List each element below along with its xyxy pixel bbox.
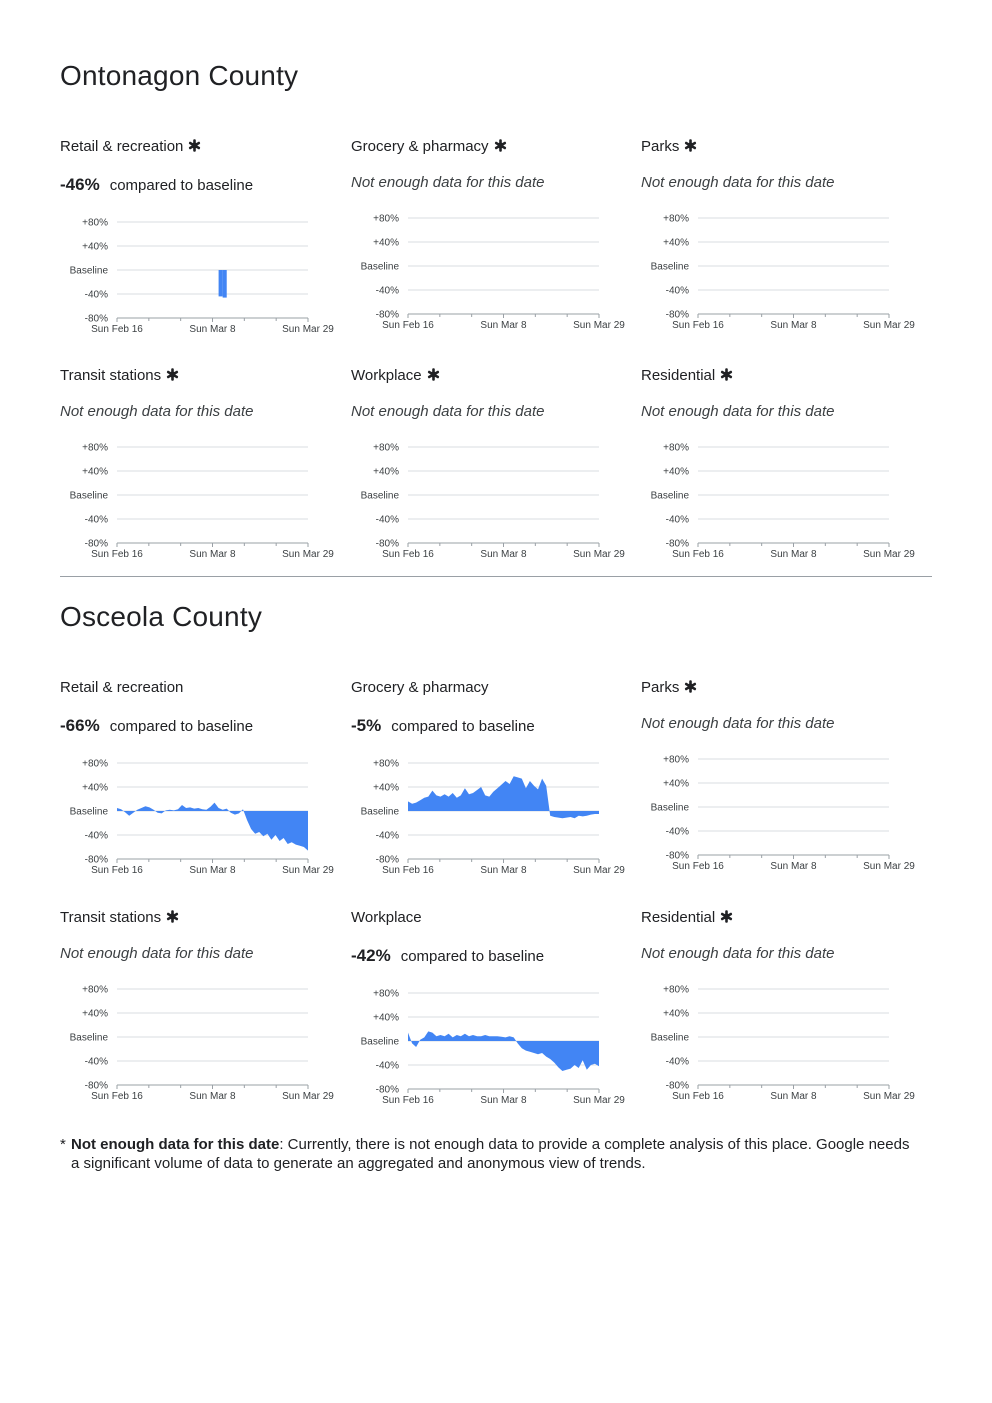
x-tick-label: Sun Mar 29 xyxy=(573,1095,625,1106)
x-tick-label: Sun Mar 8 xyxy=(189,865,236,876)
panel-title xyxy=(351,679,489,697)
x-tick-label: Sun Mar 29 xyxy=(573,865,625,876)
x-tick-label: Sun Mar 8 xyxy=(480,549,527,560)
no-data-message: Not enough data for this date xyxy=(60,403,254,420)
panel-title-text: Grocery & pharmacy xyxy=(351,138,489,155)
footnote-term: Not enough data for this date xyxy=(71,1136,280,1153)
x-tick-label: Sun Mar 8 xyxy=(189,324,236,335)
panel-title-text: Transit stations xyxy=(60,367,162,384)
stat-line xyxy=(60,717,253,736)
y-tick-label: -80% xyxy=(665,1080,689,1092)
y-tick-label: +80% xyxy=(663,213,689,225)
chart xyxy=(641,979,921,1111)
asterisk-icon xyxy=(166,910,179,923)
y-tick-label: -40% xyxy=(375,514,399,526)
no-data-message: Not enough data for this date xyxy=(351,403,545,420)
stat-line xyxy=(351,717,535,736)
y-tick-label: +80% xyxy=(82,984,108,996)
y-tick-label: Baseline xyxy=(650,261,689,273)
section-divider xyxy=(60,576,932,577)
y-tick-label: -40% xyxy=(375,285,399,297)
panel-transit-stations xyxy=(60,367,340,567)
x-tick-label: Sun Feb 16 xyxy=(91,549,143,560)
y-tick-label: Baseline xyxy=(69,490,108,502)
y-tick-label: +40% xyxy=(82,782,108,794)
x-tick-label: Sun Mar 8 xyxy=(770,861,817,872)
no-data-message: Not enough data for this date xyxy=(641,174,835,191)
panel-grocery-pharmacy xyxy=(351,679,631,879)
y-tick-label: +80% xyxy=(82,442,108,454)
data-bar xyxy=(223,270,227,298)
y-tick-label: -40% xyxy=(84,1056,108,1068)
no-data-message: Not enough data for this date xyxy=(641,945,835,962)
no-data-message: Not enough data for this date xyxy=(351,174,545,191)
x-tick-label: Sun Feb 16 xyxy=(672,861,724,872)
y-tick-label: -40% xyxy=(84,830,108,842)
no-data-message: Not enough data for this date xyxy=(641,403,835,420)
chart xyxy=(351,208,631,340)
chart xyxy=(60,979,340,1111)
y-tick-label: +40% xyxy=(663,1008,689,1020)
y-tick-label: Baseline xyxy=(360,490,399,502)
x-tick-label: Sun Mar 29 xyxy=(863,320,915,331)
panel-transit-stations xyxy=(60,909,340,1109)
panel-title-text: Workplace xyxy=(351,367,422,384)
panel-workplace xyxy=(351,909,631,1109)
panel-title-text: Residential xyxy=(641,909,716,926)
x-tick-label: Sun Feb 16 xyxy=(91,865,143,876)
y-tick-label: +80% xyxy=(373,442,399,454)
x-tick-label: Sun Feb 16 xyxy=(382,865,434,876)
panel-grocery-pharmacy xyxy=(351,138,631,338)
y-tick-label: -40% xyxy=(84,289,108,301)
panel-retail-recreation xyxy=(60,679,340,879)
y-tick-label: +40% xyxy=(82,1008,108,1020)
y-tick-label: +80% xyxy=(373,213,399,225)
y-tick-label: +40% xyxy=(663,237,689,249)
asterisk-icon xyxy=(494,139,507,152)
panel-title-text: Residential xyxy=(641,367,716,384)
y-tick-label: Baseline xyxy=(69,265,108,277)
panel-parks xyxy=(641,679,921,879)
footnote-asterisk: * xyxy=(60,1136,66,1153)
y-tick-label: -80% xyxy=(84,538,108,550)
footnote-body xyxy=(71,1135,911,1173)
no-data-message: Not enough data for this date xyxy=(641,715,835,732)
asterisk-icon xyxy=(427,368,440,381)
y-tick-label: -80% xyxy=(375,538,399,550)
y-tick-label: +80% xyxy=(82,758,108,770)
y-tick-label: -40% xyxy=(84,514,108,526)
x-tick-label: Sun Feb 16 xyxy=(382,1095,434,1106)
y-tick-label: +80% xyxy=(663,442,689,454)
x-tick-label: Sun Mar 29 xyxy=(573,549,625,560)
x-tick-label: Sun Mar 29 xyxy=(573,320,625,331)
x-tick-label: Sun Mar 8 xyxy=(189,549,236,560)
chart xyxy=(641,749,921,881)
x-tick-label: Sun Mar 29 xyxy=(282,324,334,335)
chart xyxy=(60,753,340,885)
asterisk-icon xyxy=(720,910,733,923)
compared-to-baseline: compared to baseline xyxy=(109,177,254,194)
y-tick-label: +80% xyxy=(373,758,399,770)
y-tick-label: +40% xyxy=(373,782,399,794)
y-tick-label: Baseline xyxy=(360,261,399,273)
y-tick-label: -80% xyxy=(665,309,689,321)
panel-title xyxy=(641,909,733,927)
panel-title-text: Parks xyxy=(641,679,680,696)
x-tick-label: Sun Feb 16 xyxy=(382,549,434,560)
y-tick-label: +80% xyxy=(82,217,108,229)
y-tick-label: -80% xyxy=(665,538,689,550)
y-tick-label: -80% xyxy=(375,309,399,321)
footnote-text: : Currently, there is not enough data to provide a complete analysis of this place. Google needs a significant volume of data to generate an aggregated and anonymous view of trends. xyxy=(71,1136,910,1172)
panel-title xyxy=(351,367,440,385)
percent-change: -66% xyxy=(60,716,100,735)
asterisk-icon xyxy=(684,139,697,152)
panel-title xyxy=(641,679,697,697)
y-tick-label: Baseline xyxy=(69,1032,108,1044)
y-tick-label: Baseline xyxy=(650,490,689,502)
chart xyxy=(351,437,631,569)
y-tick-label: -80% xyxy=(84,313,108,325)
y-tick-label: +40% xyxy=(82,466,108,478)
panel-title xyxy=(351,909,422,927)
y-tick-label: Baseline xyxy=(650,802,689,814)
stat-line xyxy=(60,176,253,195)
y-tick-label: -40% xyxy=(375,1060,399,1072)
no-data-message: Not enough data for this date xyxy=(60,945,254,962)
x-tick-label: Sun Feb 16 xyxy=(91,324,143,335)
x-tick-label: Sun Mar 8 xyxy=(480,1095,527,1106)
series-area xyxy=(408,776,599,818)
y-tick-label: +40% xyxy=(663,466,689,478)
panel-title xyxy=(351,138,507,156)
x-tick-label: Sun Mar 8 xyxy=(770,1091,817,1102)
x-tick-label: Sun Mar 29 xyxy=(863,549,915,560)
x-tick-label: Sun Feb 16 xyxy=(672,320,724,331)
asterisk-icon xyxy=(188,139,201,152)
chart xyxy=(60,437,340,569)
percent-change: -46% xyxy=(60,175,100,194)
y-tick-label: Baseline xyxy=(360,1036,399,1048)
asterisk-icon xyxy=(166,368,179,381)
panel-title-text: Grocery & pharmacy xyxy=(351,679,489,696)
x-tick-label: Sun Mar 29 xyxy=(282,865,334,876)
y-tick-label: -40% xyxy=(665,826,689,838)
x-tick-label: Sun Mar 8 xyxy=(770,549,817,560)
compared-to-baseline: compared to baseline xyxy=(391,718,535,735)
y-tick-label: Baseline xyxy=(69,806,108,818)
y-tick-label: -40% xyxy=(665,514,689,526)
chart xyxy=(351,983,631,1115)
panel-title xyxy=(641,138,697,156)
x-tick-label: Sun Mar 29 xyxy=(863,1091,915,1102)
chart xyxy=(641,208,921,340)
chart xyxy=(641,437,921,569)
x-tick-label: Sun Feb 16 xyxy=(672,1091,724,1102)
y-tick-label: -80% xyxy=(375,1084,399,1096)
stat-line xyxy=(351,947,544,966)
panel-workplace xyxy=(351,367,631,567)
data-bar xyxy=(219,270,223,296)
panel-title-text: Retail & recreation xyxy=(60,679,184,696)
y-tick-label: Baseline xyxy=(360,806,399,818)
panel-title xyxy=(60,138,201,156)
x-tick-label: Sun Mar 8 xyxy=(189,1091,236,1102)
y-tick-label: +40% xyxy=(373,1012,399,1024)
x-tick-label: Sun Mar 29 xyxy=(282,549,334,560)
y-tick-label: -80% xyxy=(84,854,108,866)
panel-retail-recreation xyxy=(60,138,340,338)
panel-title xyxy=(60,909,179,927)
asterisk-icon xyxy=(684,680,697,693)
series-area xyxy=(117,803,308,851)
panel-title-text: Workplace xyxy=(351,909,422,926)
y-tick-label: +80% xyxy=(663,754,689,766)
y-tick-label: +40% xyxy=(373,237,399,249)
panel-title-text: Parks xyxy=(641,138,680,155)
y-tick-label: +80% xyxy=(663,984,689,996)
x-tick-label: Sun Mar 8 xyxy=(770,320,817,331)
panel-title-text: Retail & recreation xyxy=(60,138,184,155)
percent-change: -5% xyxy=(351,716,382,735)
county-title: Ontonagon County xyxy=(60,60,299,91)
asterisk-icon xyxy=(720,368,733,381)
panel-residential xyxy=(641,909,921,1109)
y-tick-label: +40% xyxy=(82,241,108,253)
panel-title xyxy=(60,367,179,385)
x-tick-label: Sun Mar 8 xyxy=(480,865,527,876)
y-tick-label: +40% xyxy=(373,466,399,478)
panel-title xyxy=(60,679,183,697)
y-tick-label: -80% xyxy=(375,854,399,866)
panel-title-text: Transit stations xyxy=(60,909,162,926)
panel-parks xyxy=(641,138,921,338)
panel-title xyxy=(641,367,733,385)
x-tick-label: Sun Feb 16 xyxy=(672,549,724,560)
y-tick-label: Baseline xyxy=(650,1032,689,1044)
x-tick-label: Sun Mar 8 xyxy=(480,320,527,331)
chart xyxy=(351,753,631,885)
compared-to-baseline: compared to baseline xyxy=(400,948,545,965)
y-tick-label: +80% xyxy=(373,988,399,1000)
y-tick-label: -40% xyxy=(665,1056,689,1068)
y-tick-label: -40% xyxy=(375,830,399,842)
x-tick-label: Sun Mar 29 xyxy=(863,861,915,872)
county-title: Osceola County xyxy=(60,601,263,632)
x-tick-label: Sun Feb 16 xyxy=(91,1091,143,1102)
y-tick-label: -80% xyxy=(84,1080,108,1092)
x-tick-label: Sun Mar 29 xyxy=(282,1091,334,1102)
x-tick-label: Sun Feb 16 xyxy=(382,320,434,331)
compared-to-baseline: compared to baseline xyxy=(109,718,254,735)
chart xyxy=(60,212,340,344)
panel-residential xyxy=(641,367,921,567)
y-tick-label: -40% xyxy=(665,285,689,297)
y-tick-label: -80% xyxy=(665,850,689,862)
percent-change: -42% xyxy=(351,946,391,965)
y-tick-label: +40% xyxy=(663,778,689,790)
